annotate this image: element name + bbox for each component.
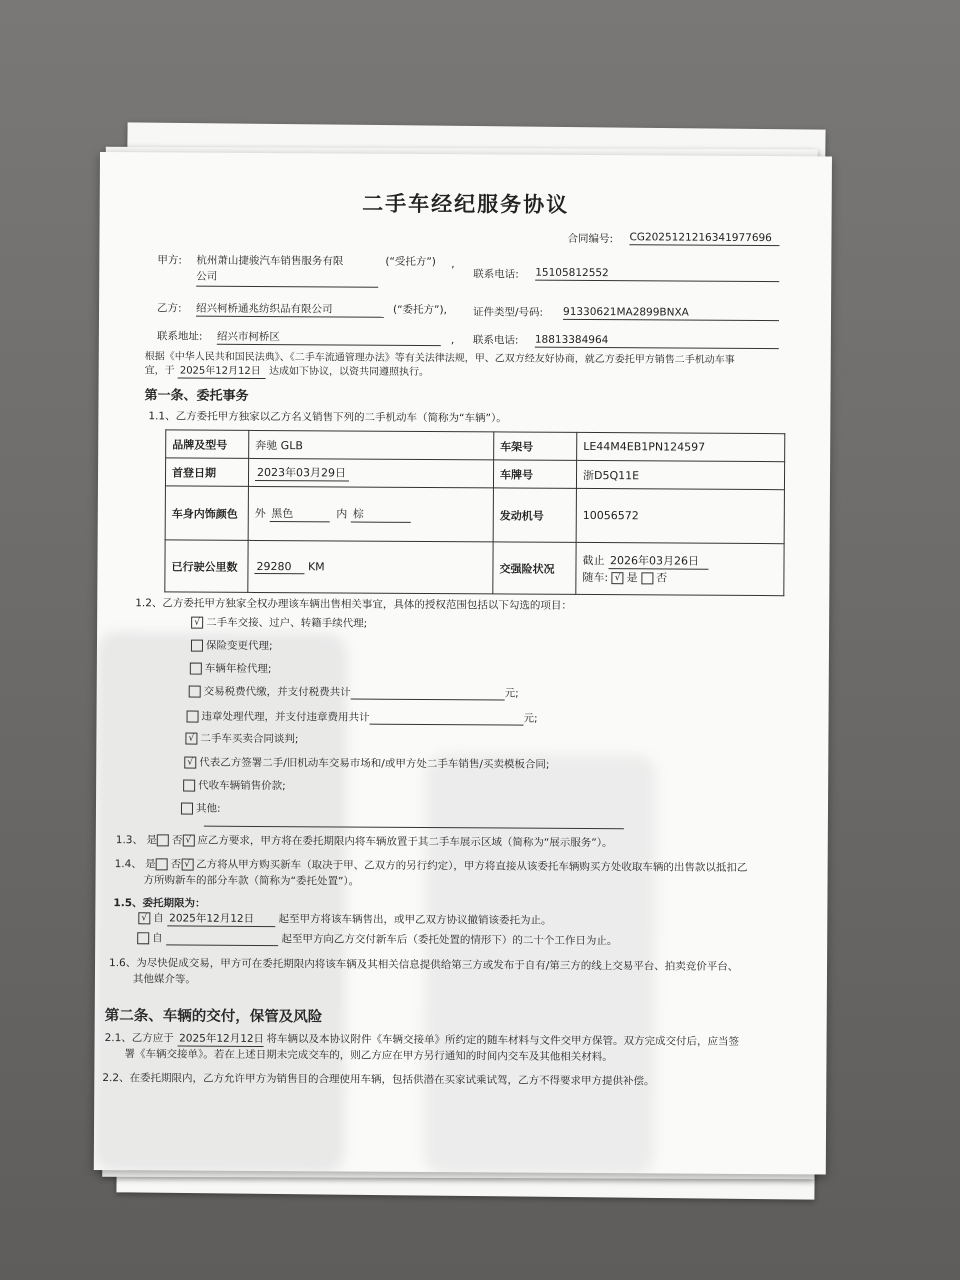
yes-checkbox[interactable] [156,858,168,870]
option-label: 二手车交接、过户、转籍手续代理; [206,616,368,630]
checkbox[interactable] [191,640,203,652]
clause-text: 乙方将从甲方购买新车（取决于甲、乙双方的另行约定），甲方将直接从该委托车辆购买方处收取车辆的出售款以抵扣乙 [196,858,748,874]
comma: , [451,258,455,271]
checkbox[interactable] [181,803,193,815]
clause-text: 应乙方要求，甲方将在委托期限内将车辆放置于其二手车展示区域（简称为“展示服务”）。 [197,834,613,850]
brand-value: 奔驰 GLB [249,430,494,459]
term-text: 起至甲方将该车辆售出，或甲乙双方协议撤销该委托为止。 [278,913,552,927]
with-car-label: 随车: [582,570,609,585]
party-a-label: 甲方: [157,254,182,267]
insurance-until: 2026年03月26日 [608,552,708,570]
comma: , [450,334,455,347]
no-label: 否 [656,571,668,585]
clause-1-6-cont: 其他媒介等。 [132,973,196,986]
clause-number: 1.4、 [114,858,142,871]
option-label: 代收车辆销售价款; [198,779,286,793]
checkbox[interactable]: √ [191,617,203,629]
checkbox[interactable]: √ [185,733,197,745]
party-b-phone: 18813384964 [535,334,779,349]
engine-value: 10056572 [576,488,784,543]
yes-label: 是 [145,858,156,871]
clause-2-2: 2.2、在委托期限内，乙方允许甲方为销售目的合理使用车辆，包括供潜在买家试乘试驾，乙方不得要求甲方提供补偿。 [102,1072,655,1088]
party-b-id-label: 证件类型/号码: [472,306,544,319]
option-collect-payment[interactable] [183,780,286,794]
party-b-address-label: 联系地址: [156,330,203,343]
clause-1-2: 1.2、乙方委托甲方独家全权办理该车辆出售相关事宜，具体的授权范围包括以下勾选的项目： [135,597,572,612]
term-text: 起至甲方向乙方交付新车后（委托处置的情形下）的二十个工作日为止。 [281,933,618,948]
insurance-until-label: 截止 [582,553,605,568]
option-other[interactable] [181,803,221,816]
yes-label: 是 [626,571,638,585]
insurance-label: 交强险状况 [493,542,576,595]
preamble-line2 [145,364,429,380]
term-date-blank[interactable] [166,932,278,946]
checkbox[interactable] [183,780,195,792]
vin-value: LE44M4EB1PN124597 [577,432,785,461]
brand-label: 品牌及型号 [166,430,249,459]
insurance-cell [576,542,784,595]
clause-1-3 [116,834,613,850]
party-b-label: 乙方: [157,302,182,315]
no-label: 否 [170,858,182,871]
mileage-label: 已行驶公里数 [165,540,248,593]
checkbox[interactable]: √ [184,757,196,769]
tax-amount-blank[interactable] [351,687,505,701]
clause-1-6: 1.6、为尽快促成交易，甲方可在委托期限内将该车辆及其相关信息提供给第三方或发布于自有/第三方的线上交易平台、拍卖竞价平台、 [109,957,739,973]
color-cell [248,486,493,541]
plate-label: 车牌号 [493,460,576,489]
contract-page [94,152,832,1174]
option-negotiation[interactable] [185,733,298,747]
plate-value: 浙D5Q11E [576,460,784,489]
contract-number: CG2025121216341977696 [629,231,779,246]
checkbox[interactable] [187,711,199,723]
reg-date-value: 2023年03月29日 [255,464,349,482]
checkbox[interactable] [190,663,202,675]
preamble-text-a: 宜，于 [144,365,175,377]
color-label: 车身内饰颜色 [165,486,248,541]
option-label: 代表乙方签署二手/旧机动车交易市场和/或甲方处二手车销售/买卖模板合同; [199,756,550,771]
party-a-phone: 15105812552 [535,267,779,282]
clause-number: 1.3、 [115,834,144,847]
party-a-phone-label: 联系电话: [473,268,519,281]
option-violation[interactable] [187,711,538,726]
interior-color: 棕 [351,506,411,523]
yes-checkbox[interactable] [157,834,169,846]
section-1-title: 第一条、委托事务 [144,388,249,404]
option-label: 保险变更代理; [205,639,273,653]
no-checkbox[interactable]: √ [181,859,193,871]
clause-2-1 [105,1032,739,1050]
other-blank-line[interactable] [204,826,624,830]
checkbox[interactable]: √ [138,912,150,924]
insurance-with-car-row [582,569,777,586]
option-label: 交易税费代缴，并支付税费共计 [203,685,351,699]
party-b-phone-label: 联系电话: [472,334,519,347]
preamble-line1: 根据《中华人民共和国民法典》、《二手车流通管理办法》等有关法律法规，甲、乙双方经友好协商，就乙方委托甲方销售二手机动车事 [144,351,735,366]
section-2-title: 第二条、车辆的交付，保管及风险 [104,1008,323,1026]
party-b-id: 91330621MA2899BNXA [563,306,779,321]
option-label: 其他: [195,802,221,815]
clause-1-5-title: 1.5、委托期限为： [113,897,206,910]
clause-2-1-cont: 署《车辆交接单》。若在上述日期未完成交车的，则乙方应在甲方另行通知的时间内交车及其他相关材料。 [124,1048,613,1064]
party-b-name: 绍兴柯桥通兆纺织品有限公司 [196,303,384,318]
clause-text: 2.1、乙方应于 [104,1032,174,1045]
reg-date-cell [248,458,493,487]
insurance-until-row [582,552,777,570]
contract-number-label: 合同编号: [567,232,614,246]
party-b-role: (“委托方”), [393,303,447,317]
option-tax-payment[interactable] [189,686,519,701]
option-label: 违章处理代理，并支付违章费用共计 [201,710,370,724]
engine-label: 发动机号 [493,488,576,543]
term-option-a[interactable] [138,912,551,929]
checkbox[interactable] [189,686,201,698]
yes-label: 是 [146,834,157,847]
clause-1-4 [115,858,748,875]
option-transfer[interactable] [191,617,367,631]
party-a-name-line1: 杭州萧山捷骏汽车销售服务有限 [196,254,344,268]
mileage-cell [248,540,493,593]
reg-date-label: 首登日期 [165,458,248,487]
checkbox[interactable] [137,932,149,944]
clause-1-4-cont: 方所购新车的部分车款（简称为“委托处置”）。 [143,874,360,888]
party-a-name-line2: 公司 [196,271,378,288]
no-checkbox[interactable] [641,572,653,584]
yes-checkbox[interactable]: √ [612,572,624,584]
preamble-text-b: 达成如下协议，以资共同遵照执行。 [269,366,430,379]
clause-text: 将车辆以及本协议附件《车辆交接单》所约定的随车材料与文件交甲方保管。双方完成交付后，应当签 [266,1033,740,1048]
term-start-date: 2025年12月12日 [167,912,275,927]
option-label: 车辆年检代理; [204,662,272,676]
currency-unit: 元; [504,687,519,700]
option-insurance-change[interactable] [191,640,273,653]
vehicle-info-table [164,429,785,596]
party-b-address: 绍兴市柯桥区 [217,331,441,346]
option-sign-contract[interactable] [184,757,549,772]
document-title: 二手车经纪服务协议 [362,191,570,217]
term-option-b[interactable] [137,932,617,948]
exterior-label: 外 [254,506,266,521]
currency-unit: 元; [523,712,538,725]
option-annual-inspection[interactable] [190,663,272,676]
violation-amount-blank[interactable] [370,712,524,726]
mileage-unit: KM [307,559,325,573]
delivery-date: 2025年12月12日 [177,1032,263,1047]
mileage-value: 29280 [254,559,304,573]
interior-label: 内 [336,507,348,521]
from-label: 自 [153,912,164,925]
vin-label: 车架号 [494,432,577,461]
agreement-date: 2025年12月12日 [178,364,266,379]
option-label: 二手车买卖合同谈判; [200,732,299,746]
exterior-color: 黑色 [269,505,329,522]
no-checkbox[interactable]: √ [182,835,194,847]
party-a-role: (“受托方”) [385,255,436,269]
from-label: 自 [152,932,163,945]
no-label: 否 [171,834,183,847]
clause-1-1: 1.1、乙方委托甲方独家以乙方名义销售下列的二手机动车（简称为“车辆”）。 [148,410,507,425]
